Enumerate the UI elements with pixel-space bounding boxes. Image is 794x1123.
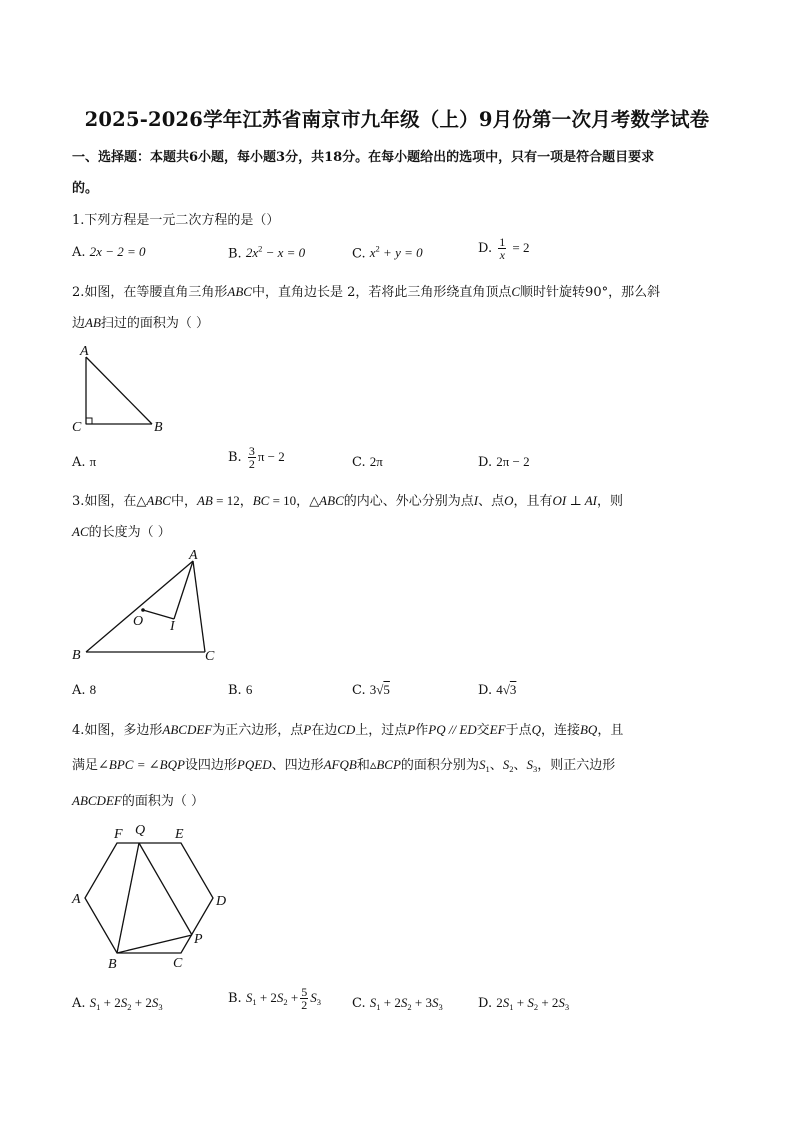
- q3-option-c: C. 3√5: [352, 682, 390, 698]
- q4-option-c: C. $S_1 + 2S_2 + 3S_3$: [352, 995, 443, 1012]
- q2-option-d: D. 2π − 2: [478, 454, 530, 470]
- q3-label-i: I: [170, 619, 175, 634]
- q3-option-d: D. 4√3: [478, 682, 517, 698]
- q3-stem-line1: 3.如图，在△ABC中，AB = 12，BC = 10，△ABC的内心、外心分别为点I、点O，且有OI ⊥ AI，则: [72, 493, 624, 509]
- q4-label-p: P: [194, 932, 203, 947]
- q4-label-a: A: [72, 892, 81, 907]
- q1-option-b: B. $2x^2 - x = 0$: [228, 244, 306, 262]
- q4-label-e: E: [175, 827, 184, 842]
- q4-stem-line2: 满足∠BPC = ∠BQP设四边形PQED、四边形AFQB和▵BCP的面积分别为$S_1$、$S_2$、$S_3$，则正六边形: [72, 757, 616, 774]
- q2-stem-line2: 边AB扫过的面积为（ ）: [72, 315, 210, 331]
- q4-label-b: B: [108, 957, 117, 972]
- q4-label-f: F: [114, 827, 123, 842]
- q4-option-a: A. $S_1 + 2S_2 + 2S_3$: [72, 995, 163, 1012]
- q2-label-a: A: [80, 344, 89, 359]
- q3-label-b: B: [72, 648, 81, 663]
- page-title: 2025-2026学年江苏省南京市九年级（上）9月份第一次月考数学试卷: [84, 108, 710, 131]
- q4-option-b: B. $S_1 + 2S_2$ + $\frac{5}{2}$ $S_3$: [228, 985, 322, 1012]
- section-heading-line2: 的。: [72, 181, 99, 196]
- q2-label-b: B: [154, 420, 163, 435]
- q3-label-o: O: [133, 614, 144, 629]
- q3-option-b: B. 6: [228, 682, 253, 698]
- q2-stem-line1: 2.如图，在等腰直角三角形ABC中，直角边长是 2，若将此三角形绕直角顶点C顺时针旋转90°，那么斜: [72, 284, 661, 300]
- q3-stem-line2: AC的长度为（ ）: [72, 524, 171, 540]
- q3-label-c: C: [205, 649, 215, 664]
- q4-label-c: C: [173, 956, 183, 971]
- section-heading-line1: 一、选择题：本题共6小题，每小题3分，共18分。在每小题给出的选项中，只有一项是符合题目要求: [72, 150, 655, 165]
- q1-option-d: D. $\frac{1}{x}$ = 2: [478, 235, 530, 262]
- q2-option-a: A. π: [72, 454, 97, 470]
- q3-option-a: A. 8: [72, 682, 97, 698]
- q3-label-a: A: [189, 548, 198, 563]
- q4-stem-line3: ABCDEF的面积为（ ）: [72, 793, 204, 809]
- q4-stem-line1: 4.如图，多边形ABCDEF为正六边形，点P在边CD上，过点P作PQ // ED交EF于点Q，连接BQ，且: [72, 722, 624, 738]
- q1-stem: 1.下列方程是一元二次方程的是（）: [72, 213, 280, 228]
- q1-option-c: C. $x^2 + y = 0$: [352, 244, 423, 262]
- q4-option-d: D. $2S_1 + S_2 + 2S_3$: [478, 995, 570, 1012]
- q4-label-q: Q: [135, 823, 146, 838]
- q2-option-c: C. 2π: [352, 454, 383, 470]
- q1-option-a: A. 2x − 2 = 0: [72, 244, 146, 260]
- q4-label-d: D: [216, 894, 227, 909]
- q2-option-b: B. $\frac{3}{2}$ π − 2: [228, 444, 285, 471]
- q2-label-c: C: [72, 420, 82, 435]
